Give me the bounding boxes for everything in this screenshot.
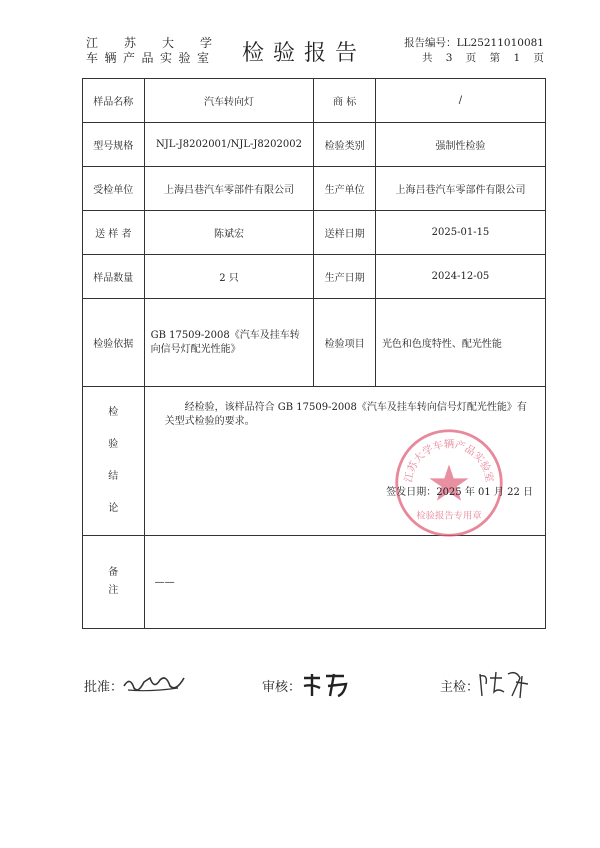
field-label: 检验类别 — [314, 123, 376, 167]
header-meta — [404, 36, 544, 66]
field-value: GB 17509-2008《汽车及挂车转向信号灯配光性能》 — [144, 299, 314, 387]
table-row — [83, 123, 546, 167]
stamp-text: 江苏大学车辆产品实验室 — [402, 438, 496, 484]
field-value: NJL-J8202001/NJL-J8202002 — [144, 123, 314, 167]
field-value: 光色和色度特性、配光性能 — [375, 299, 545, 387]
field-value: 汽车转向灯 — [144, 79, 314, 123]
report-no-label: 报告编号： — [404, 37, 457, 49]
conclusion-label-char: 论 — [108, 503, 119, 514]
conclusion-label-char: 结 — [108, 471, 119, 482]
issue-date: 签发日期：2025 年 01 月 22 日 — [386, 487, 533, 498]
notes-label — [83, 536, 145, 629]
table-row — [83, 79, 546, 123]
field-value: 2025-01-15 — [375, 211, 545, 255]
review-label: 审核： — [262, 680, 302, 695]
table-row — [83, 299, 546, 387]
field-label: 检验项目 — [314, 299, 376, 387]
header-org — [86, 36, 238, 66]
field-label: 检验依据 — [83, 299, 145, 387]
conclusion-label-char: 验 — [108, 439, 119, 450]
field-label: 受检单位 — [83, 167, 145, 211]
table-row — [83, 255, 546, 299]
field-value: 上海吕巷汽车零部件有限公司 — [375, 167, 545, 211]
org-name: 江苏大学 — [86, 36, 239, 50]
review-signature — [300, 670, 350, 700]
stamp-bottom-text: 检验报告专用章 — [415, 510, 482, 522]
conclusion-cell — [144, 387, 545, 536]
field-label: 型号规格 — [83, 123, 145, 167]
lab-name: 车辆产品实验室 — [86, 51, 216, 65]
field-value: 2024-12-05 — [375, 255, 545, 299]
conclusion-row — [83, 387, 546, 536]
field-value: 上海吕巷汽车零部件有限公司 — [144, 167, 314, 211]
field-label: 送 样 者 — [83, 211, 145, 255]
inspect-signature — [476, 666, 532, 700]
page-info: 共 3 页 第 1 页 — [421, 52, 544, 64]
field-value: 2 只 — [144, 255, 314, 299]
report-no: LL25211010081 — [456, 37, 544, 49]
field-value: / — [375, 79, 545, 123]
field-value: 强制性检验 — [375, 123, 545, 167]
report-table — [82, 78, 546, 629]
approve-signature — [120, 668, 190, 698]
notes-value: —— — [144, 536, 545, 629]
field-label: 生产单位 — [314, 167, 376, 211]
inspect-label: 主检： — [440, 680, 480, 695]
field-label: 样品数量 — [83, 255, 145, 299]
approve-label: 批准： — [84, 680, 124, 695]
notes-label-char: 注 — [108, 585, 119, 596]
notes-row — [83, 536, 546, 629]
field-value: 陈斌宏 — [144, 211, 314, 255]
conclusion-label — [83, 387, 145, 536]
field-label: 送样日期 — [314, 211, 376, 255]
conclusion-label-char: 检 — [108, 407, 119, 418]
conclusion-text: 经检验，该样品符合 GB 17509-2008《汽车及挂车转向信号灯配光性能》有关型式检验的要求。 — [164, 402, 527, 427]
notes-label-char: 备 — [108, 567, 119, 578]
table-row — [83, 211, 546, 255]
report-title: 检验报告 — [242, 41, 367, 66]
field-label: 生产日期 — [314, 255, 376, 299]
field-label: 商 标 — [314, 79, 376, 123]
field-label: 样品名称 — [83, 79, 145, 123]
table-row — [83, 167, 546, 211]
